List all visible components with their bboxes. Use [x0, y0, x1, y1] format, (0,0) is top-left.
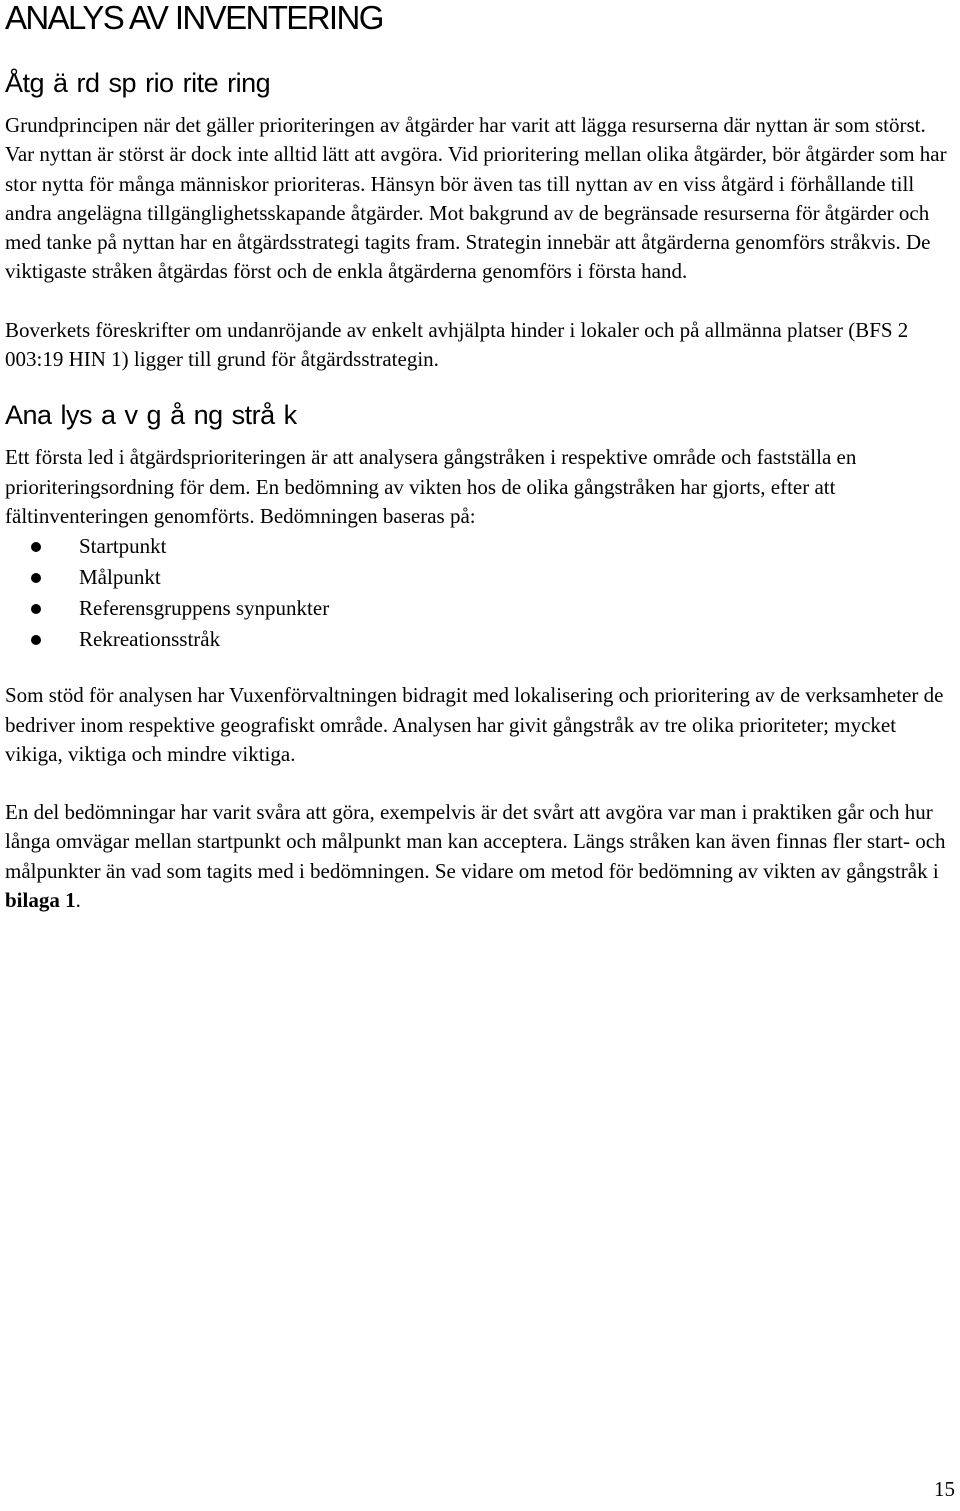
criteria-list — [5, 531, 950, 655]
list-item — [5, 593, 950, 624]
paragraph-end: . — [75, 888, 81, 913]
list-item-label: Startpunkt — [79, 534, 167, 559]
section-heading-atgardsprioritering: Åtg ä rd sp rio rite ring — [5, 68, 271, 98]
list-item — [5, 624, 950, 655]
section-heading-analys-gangstrak: Ana lys a v g å ng strå k — [5, 400, 297, 431]
paragraph-text: En del bedömningar har varit svåra att göra, exempelvis är det svårt att avgöra var man i praktiken går och hur långa omvägar mellan startpunkt och målpunkt man kan acceptera. Längs stråken kan även finnas fler start- och målpunkter än vad som tagits med i bedömningen. Se vidare om metod för bedömning av vikten av gångstråk i — [5, 800, 946, 883]
paragraph-som-stod: Som stöd för analysen har Vuxenförvaltningen bidragit med lokalisering och prioritering av de verksamheter de bedriver inom respektive geografiskt område. Analysen har givit gångstråk av tre olika prioriteter; mycket vikiga, viktiga och mindre viktiga. — [5, 683, 944, 766]
page-number: 15 — [934, 1477, 955, 1501]
bullet-icon — [31, 604, 41, 614]
paragraph-boverkets: Boverkets föreskrifter om undanröjande av enkelt avhjälpta hinder i lokaler och på allmänna platser (BFS 2 003:19 HIN 1) ligger till grund för åtgärdsstrategin. — [5, 317, 909, 372]
bullet-icon — [31, 573, 41, 583]
list-item-label: Rekreationsstråk — [79, 627, 221, 652]
paragraph-forsta-led: Ett första led i åtgärdsprioriteringen är att analysera gångstråken i respektive område och fastställa en prioriteringsordning för dem. En bedömning av vikten hos de olika gångstråken har gjorts, efter att fältinventeringen genomförts. Bedömningen baseras på: — [5, 445, 857, 528]
list-item-label: Referensgruppens synpunkter — [79, 596, 330, 621]
list-item — [5, 562, 950, 593]
document-page — [5, 0, 950, 915]
bilaga-reference: bilaga 1 — [5, 888, 76, 913]
page-title: ANALYS AV INVENTERING — [5, 0, 383, 36]
paragraph-grundprincipen: Grundprincipen när det gäller prioriteringen av åtgärder har varit att lägga resurserna där nyttan är som störst. Var nyttan är störst är dock inte alltid lätt att avgöra. Vid prioritering mellan olika åtgärder, bör åtgärder som har stor nytta för många människor prioriteras. Hänsyn bör även tas till nyttan av en viss åtgärd i förhållande till andra angelägna tillgänglighetsskapande åtgärder. Mot bakgrund av de begränsade resurserna för åtgärder och med tanke på nyttan har en åtgärdsstrategi tagits fram. Strategin innebär att åtgärderna genomförs stråkvis. De viktigaste stråken åtgärdas först och de enkla åtgärderna genomförs i första hand. — [5, 113, 947, 284]
bullet-icon — [31, 542, 41, 552]
list-item-label: Målpunkt — [79, 565, 161, 590]
bullet-icon — [31, 635, 41, 645]
paragraph-en-del-bedomningar — [5, 798, 950, 915]
list-item — [5, 531, 950, 562]
